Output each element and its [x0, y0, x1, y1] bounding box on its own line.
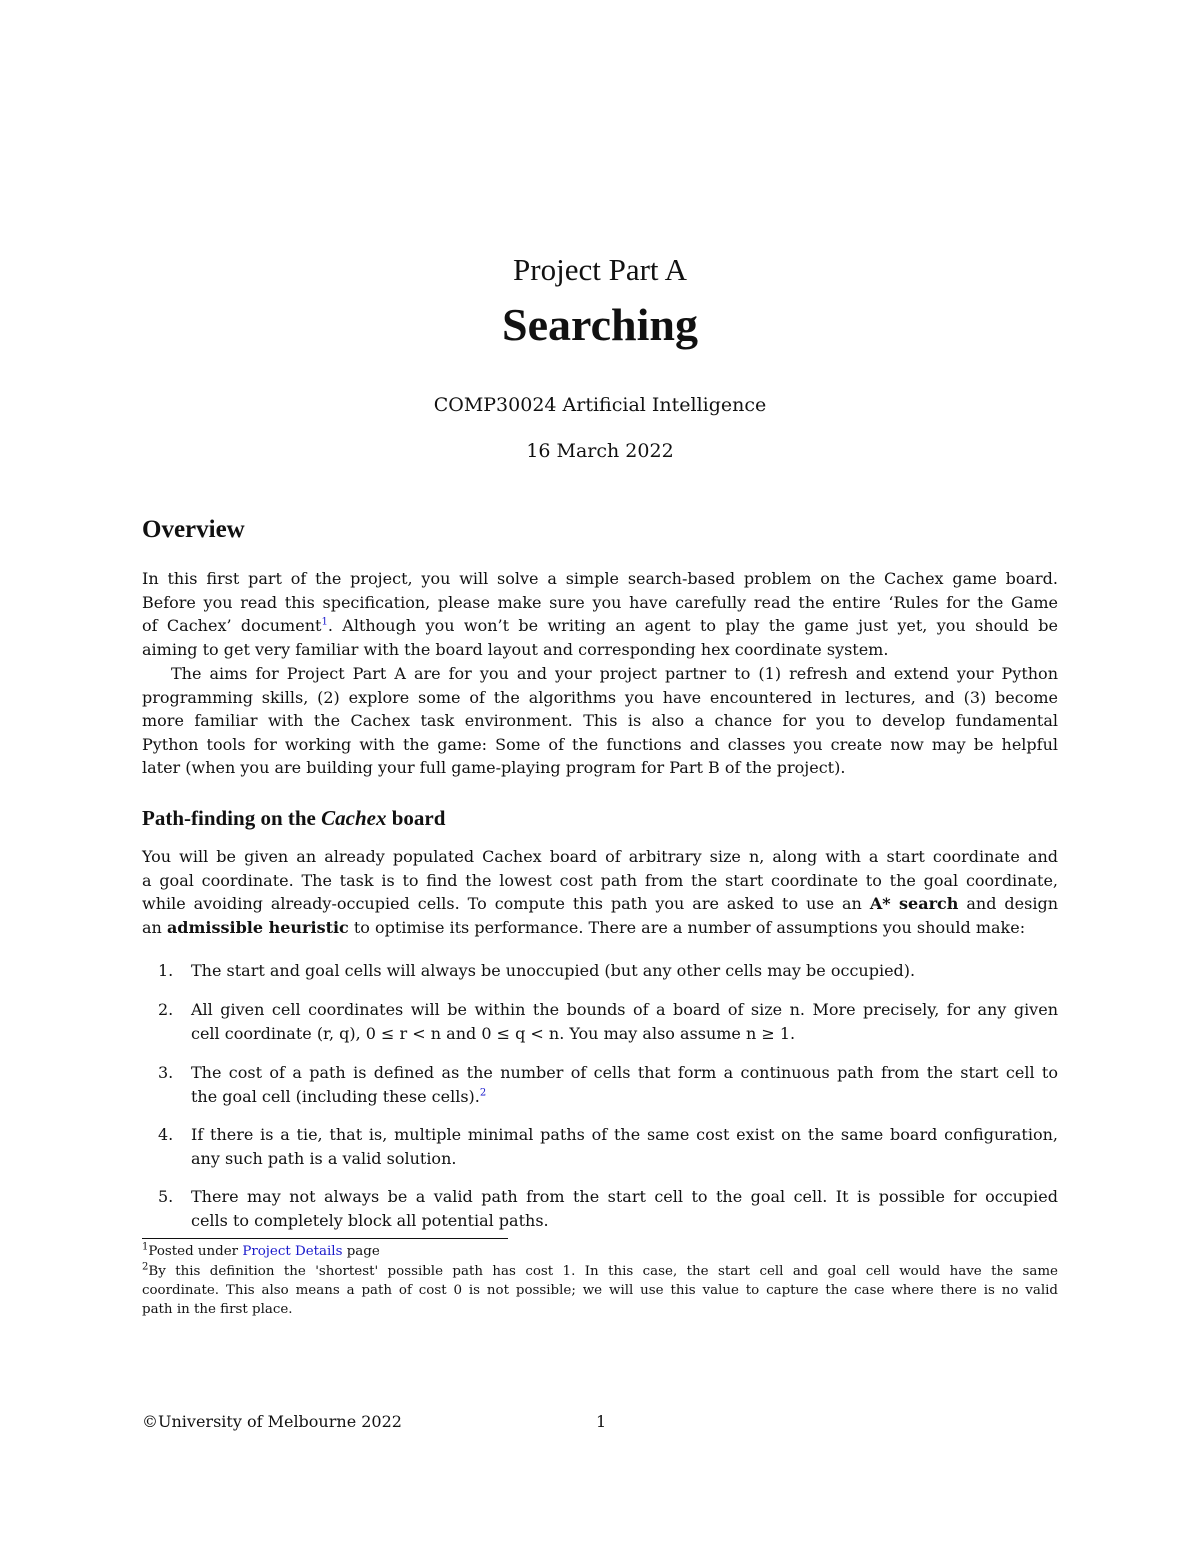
text-fragment: and design: [958, 894, 1058, 914]
text-line: [142, 614, 1058, 638]
footnote-text: Posted under: [148, 1244, 243, 1259]
text-line: You will be given an already populated Cachex board of arbitrary size n, along with a start coordinate and: [142, 847, 1058, 866]
text-fragment: while avoiding already-occupied cells. To compute this path you are asked to use an: [142, 894, 870, 914]
list-text: [191, 1123, 1058, 1170]
emphasis-astar: A* search: [869, 894, 959, 914]
footnote-2: [142, 1262, 1058, 1319]
list-text: [191, 959, 1058, 983]
text-line: Before you read this specification, please make sure you have carefully read the entire ‘Rules for the Game: [142, 592, 1058, 612]
footnote-ref-2[interactable]: 2: [479, 1087, 487, 1099]
text-line: In this first part of the project, you will solve a simple search-based problem on the Cachex game board.: [142, 569, 1058, 588]
text-line: path in the first place.: [142, 1302, 293, 1317]
copyright-icon: ©: [142, 1412, 158, 1431]
footnote-1: [142, 1242, 1058, 1261]
pathfinding-heading: [142, 806, 445, 831]
text-line: [142, 916, 1058, 940]
overview-paragraph-1: [142, 567, 1058, 661]
text-line: If there is a tie, that is, multiple minimal paths of the same cost exist on the same board configuration,: [191, 1125, 1058, 1144]
text-line: There may not always be a valid path from the start cell to the goal cell. It is possible for occupied: [191, 1187, 1058, 1206]
text-line: a goal coordinate. The task is to find the lowest cost path from the start coordinate to the goal coordinate,: [142, 870, 1058, 890]
document-date: 16 March 2022: [526, 440, 674, 462]
text-line: [191, 1085, 1058, 1109]
footnote-mark: 1: [142, 1241, 149, 1253]
text-line: any such path is a valid solution.: [191, 1148, 457, 1168]
footnote-text: page: [342, 1244, 380, 1259]
pathfinding-paragraph: [142, 845, 1058, 939]
overview-paragraph-2: [142, 662, 1058, 780]
list-text: [191, 1061, 1058, 1108]
footnote-mark: 2: [142, 1261, 149, 1273]
text-line: Python tools for working with the game: Some of the functions and classes you create now may be helpful: [142, 734, 1058, 754]
heading-fragment: board: [386, 806, 446, 830]
list-number: 3.: [158, 1063, 174, 1082]
project-details-link[interactable]: Project Details: [242, 1244, 343, 1259]
text-line: programming skills, (2) explore some of the algorithms you have encountered in lectures, and (3) become: [142, 687, 1058, 707]
overview-heading: Overview: [142, 516, 245, 543]
document-kicker: Project Part A: [513, 252, 687, 287]
text-line: The aims for Project Part A are for you and your project partner to (1) refresh and extend your Python: [171, 664, 1058, 683]
footnote-ref-1[interactable]: 1: [321, 616, 328, 628]
copyright: [142, 1412, 402, 1431]
list-number: 1.: [158, 961, 174, 980]
text-line: coordinate. This also means a path of cost 0 is not possible; we will use this value to capture the case where there is no valid: [142, 1283, 1058, 1298]
text-line: The start and goal cells will always be unoccupied (but any other cells may be occupied).: [191, 961, 916, 980]
text-line: cells to completely block all potential paths.: [191, 1210, 549, 1230]
list-number: 5.: [158, 1187, 174, 1206]
footnote-divider: [142, 1238, 508, 1239]
copyright-text: University of Melbourne 2022: [158, 1412, 402, 1431]
list-number: 2.: [158, 1000, 174, 1019]
text-fragment: . Although you won’t be writing an agent to play the game just yet, you should be: [327, 616, 1058, 636]
text-fragment: of Cachex’ document: [142, 616, 322, 636]
course-name: COMP30024 Artificial Intelligence: [433, 394, 767, 416]
list-number: 4.: [158, 1125, 174, 1144]
list-text: [191, 998, 1058, 1045]
text-line: All given cell coordinates will be within the bounds of a board of size n. More precisely, for any given: [191, 1000, 1058, 1019]
text-line: The cost of a path is defined as the number of cells that form a continuous path from the start cell to: [191, 1063, 1058, 1082]
text-line: later (when you are building your full game-playing program for Part B of the project).: [142, 758, 846, 778]
document-title: Searching: [502, 299, 698, 350]
heading-fragment: Path-finding on the: [142, 806, 322, 830]
text-line: aiming to get very familiar with the board layout and corresponding hex coordinate system.: [142, 639, 889, 659]
text-fragment: the goal cell (including these cells).: [191, 1086, 480, 1106]
text-line: [142, 1262, 1058, 1281]
text-line: [142, 892, 1058, 916]
text-line: cell coordinate (r, q), 0 ≤ r < n and 0 ≤ q < n. You may also assume n ≥ 1.: [191, 1023, 796, 1043]
page-number: 1: [596, 1412, 607, 1431]
text-line: more familiar with the Cachex task environment. This is also a chance for you to develop fundamental: [142, 711, 1058, 731]
list-text: [191, 1185, 1058, 1232]
text-fragment: to optimise its performance. There are a number of assumptions you should make:: [348, 917, 1026, 937]
text-fragment: an: [142, 917, 167, 937]
footnote-text: By this definition the 'shortest' possible path has cost 1. In this case, the start cell and goal cell would have the same: [148, 1264, 1058, 1279]
heading-emphasis: Cachex: [321, 806, 387, 830]
emphasis-heuristic: admissible heuristic: [166, 917, 349, 937]
